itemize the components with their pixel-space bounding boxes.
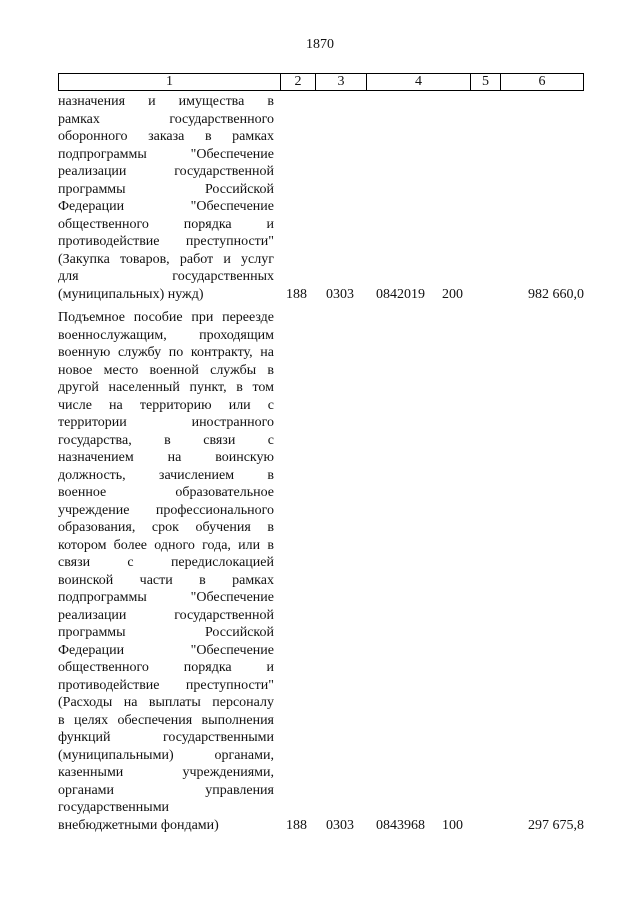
amount: 297 675,8 (528, 817, 584, 833)
description-line: числе на территорию или с (58, 397, 274, 413)
header-col-6: 6 (538, 74, 546, 89)
description-line: образования, срок обучения в (58, 520, 274, 535)
description-line: подпрограммы "Обеспечение (58, 590, 274, 605)
amount: 982 660,0 (528, 286, 584, 302)
description-line: внебюджетными фондами) (58, 817, 219, 833)
description-line: программы Российской (58, 181, 274, 197)
description-line: военнослужащим, проходящим (58, 327, 274, 343)
table-header (58, 73, 584, 91)
description-line: (Закупка товаров, работ и услуг (58, 251, 274, 267)
description-line: новое место военной службы в (58, 362, 274, 378)
description-line: должность, зачислением в (58, 467, 274, 483)
header-col-2: 2 (281, 74, 316, 90)
description-line: (Расходы на выплаты персоналу (58, 695, 274, 710)
page-number: 1870 (306, 37, 334, 52)
description-line: для государственных (58, 269, 274, 284)
description-line: в целях обеспечения выполнения (58, 712, 274, 728)
row-description (58, 309, 274, 834)
description-line: подпрограммы "Обеспечение (58, 146, 274, 162)
description-line: (муниципальных) нужд) (58, 286, 204, 302)
description-line: государственными (58, 800, 170, 815)
description-line: общественного порядка и (58, 660, 274, 675)
description-line: военную службу по контракту, на (58, 345, 274, 360)
description-line: оборонного заказа в рамках (58, 129, 274, 144)
header-col-1: 1 (59, 74, 281, 90)
description-line: рамках государственного (58, 111, 274, 127)
description-line: противодействие преступности" (58, 677, 274, 693)
description-line: территории иностранного (58, 415, 274, 430)
description-line: Федерации "Обеспечение (58, 642, 274, 658)
description-line: котором более одного года, или в (58, 537, 274, 553)
description-line: (муниципальными) органами, (58, 747, 274, 763)
description-line: назначением на воинскую (58, 450, 274, 465)
description-line: учреждение профессионального (58, 502, 274, 518)
description-line: государства, в связи с (58, 432, 274, 448)
description-line: казенными учреждениями, (58, 765, 274, 780)
description-line: реализации государственной (58, 607, 274, 623)
section-code: 0303 (326, 817, 354, 833)
header-col-4: 4 (367, 74, 471, 90)
target-code: 0842019 (376, 286, 425, 302)
ministry-code: 188 (286, 817, 307, 833)
section-code: 0303 (326, 286, 354, 302)
header-col-5: 5 (471, 74, 501, 90)
description-line: военное образовательное (58, 485, 274, 500)
table-row (58, 93, 584, 303)
row-description (58, 93, 274, 303)
description-line: противодействие преступности" (58, 234, 274, 249)
description-line: воинской части в рамках (58, 572, 274, 588)
description-line: программы Российской (58, 625, 274, 640)
ministry-code: 188 (286, 286, 307, 302)
description-line: Подъемное пособие при переезде (58, 310, 274, 325)
description-line: функций государственными (58, 730, 274, 745)
expense-type-code: 100 (442, 817, 463, 833)
description-line: связи с передислокацией (58, 555, 274, 570)
table-row (58, 309, 584, 834)
description-line: Федерации "Обеспечение (58, 199, 274, 214)
header-col-3: 3 (316, 74, 367, 90)
description-line: общественного порядка и (58, 216, 274, 232)
target-code: 0843968 (376, 817, 425, 833)
description-line: органами управления (58, 782, 274, 798)
description-line: назначения и имущества в (58, 94, 274, 109)
description-line: реализации государственной (58, 164, 274, 179)
description-line: другой населенный пункт, в том (58, 380, 274, 395)
expense-type-code: 200 (442, 286, 463, 302)
